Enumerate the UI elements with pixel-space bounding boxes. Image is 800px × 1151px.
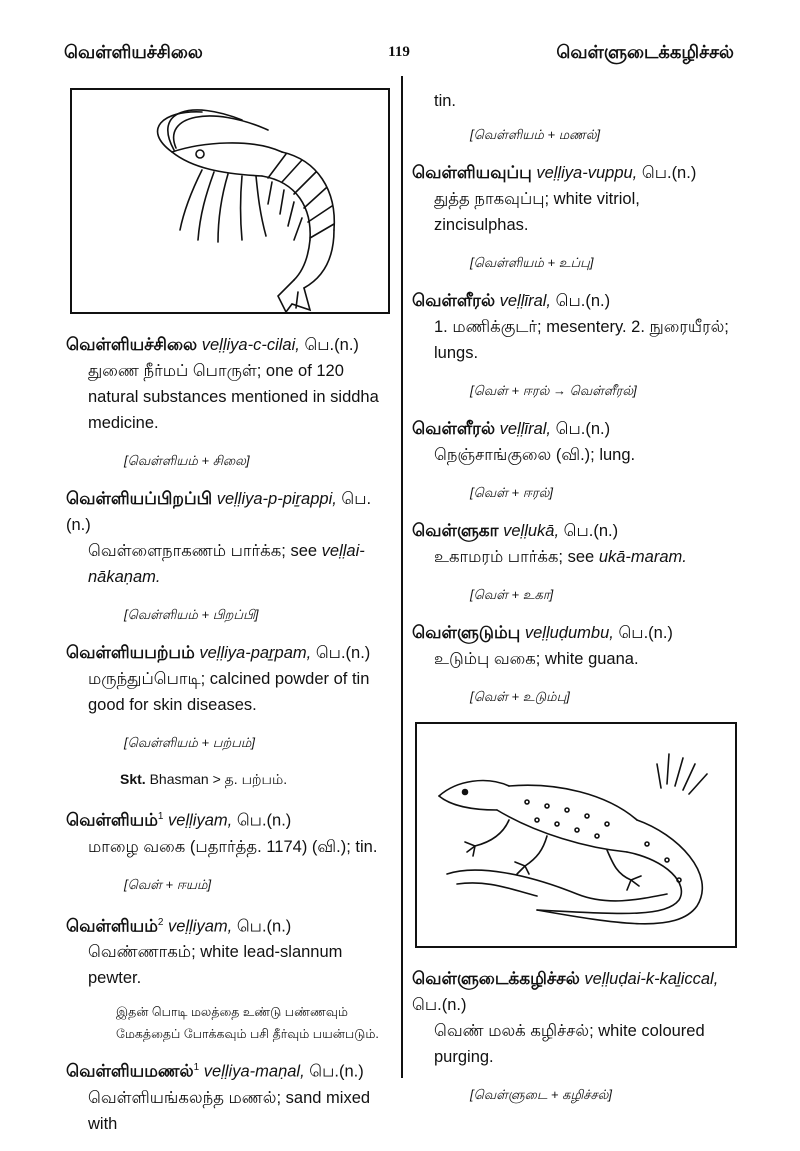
entry-headword: வெள்ளியம் — [66, 810, 158, 830]
entry-grammar: பெ.(n.) — [304, 336, 359, 354]
entry-definition: 1. மணிக்குடர்; mesentery. 2. நுரையீரல்; lungs. — [434, 318, 729, 362]
dictionary-entry — [66, 486, 388, 590]
entry-definition-wrapper — [66, 538, 388, 590]
entry-transliteration: veḷḷiya-p-piṟappi, — [216, 490, 337, 508]
entry-transliteration: veḷḷuḍai-k-kaḻiccal, — [584, 970, 719, 988]
entry-etymology: [வெள்ளியம் + பிறப்பி] — [124, 607, 259, 622]
dictionary-entry — [412, 160, 732, 238]
dictionary-entry — [412, 416, 732, 468]
entry-see-reference: veḷḷai-nākaṇam. — [88, 542, 365, 586]
entry-headword: வெள்ளியச்சிலை — [66, 335, 198, 354]
shrimp-drawing — [72, 90, 388, 312]
entry-definition: வெண்ணாகம்; white lead-slannum pewter. — [88, 943, 343, 987]
entry-grammar: பெ.(n.) — [641, 164, 697, 182]
entry-definition: துத்த நாகவுப்பு; white vitriol, zincisulphas. — [434, 190, 640, 234]
entry-etymology: [வெள்ளியம் + சிலை] — [124, 453, 250, 468]
entry-definition: வெள்ளைநாகணம் பார்க்க; see — [88, 542, 318, 560]
dictionary-entry — [412, 966, 732, 1070]
entry-grammar: பெ.(n.) — [563, 522, 619, 540]
entry-grammar: பெ.(n.) — [555, 292, 611, 310]
entry-etymology: [வெள்ளியம் + மணல்] — [470, 127, 601, 142]
dictionary-entry — [66, 1055, 388, 1137]
continued-definition: tin. — [434, 92, 457, 110]
entry-usage-note: இதன் பொடி மலத்தை உண்டு பண்ணவும் மேகத்தைப் போக்கவும் பசி தீர்வும் பயன்படும். — [116, 1005, 379, 1041]
dictionary-entry — [66, 640, 388, 718]
entry-transliteration: veḷḷīral, — [499, 292, 552, 310]
entry-grammar: பெ.(n.) — [309, 1062, 364, 1081]
entry-homonym-number: 1 — [157, 811, 164, 822]
entry-transliteration: veḷḷiyam, — [168, 811, 233, 830]
entry-grammar: பெ.(n.) — [236, 917, 292, 935]
page-header — [64, 42, 734, 72]
entry-headword: வெள்ளுகா — [412, 521, 499, 540]
page-number: 119 — [388, 44, 410, 60]
entry-grammar: பெ.(n.) — [618, 624, 673, 642]
entry-homonym-number: 1 — [193, 1062, 200, 1073]
entry-transliteration: veḷḷiya-maṇal, — [203, 1062, 305, 1081]
entry-headword: வெள்ளுடைக்கழிச்சல் — [412, 969, 580, 988]
entry-definition: மருந்துப்பொடி; calcined powder of tin good for skin diseases. — [88, 670, 370, 714]
entry-definition: நெஞ்சாங்குலை (வி.); lung. — [434, 446, 636, 464]
entry-transliteration: veḷḷiya-c-cilai, — [201, 336, 300, 354]
entry-grammar: பெ.(n.) — [555, 420, 611, 438]
entry-transliteration: veḷḷiya-vuppu, — [536, 164, 638, 182]
dictionary-entry — [412, 518, 732, 570]
entry-definition: உகாமரம் பார்க்க; see — [434, 548, 595, 566]
entry-headword: வெள்ளீரல் — [412, 291, 496, 310]
lizard-illustration — [415, 722, 737, 948]
column-divider — [401, 76, 403, 1078]
entry-headword: வெள்ளியவுப்பு — [412, 163, 532, 182]
entry-etymology: [வெள் + ஈயம்] — [124, 876, 212, 892]
entry-grammar: பெ.(n.) — [236, 811, 292, 830]
dictionary-entry — [66, 804, 388, 860]
entry-transliteration: veḷḷuḍumbu, — [524, 624, 614, 642]
left-column — [66, 88, 388, 1151]
entry-transliteration: veḷḷīral, — [499, 420, 552, 438]
entry-homonym-number: 2 — [157, 916, 164, 928]
entry-definition: வெள்ளியங்கலந்த மணல்; sand mixed with — [88, 1088, 371, 1133]
entry-grammar: பெ.(n.) — [315, 644, 371, 662]
entry-etymology: [வெள்ளியம் + பற்பம்] — [124, 735, 255, 750]
entry-headword: வெள்ளியப்பிறப்பி — [66, 489, 213, 508]
header-left-guide-word: வெள்ளியச்சிலை — [64, 42, 203, 62]
entry-see-reference: ukā-maram. — [598, 548, 687, 566]
dictionary-entry — [66, 332, 388, 436]
header-right-guide-word: வெள்ளுடைக்கழிச்சல் — [556, 42, 734, 62]
note-text: Bhasman > த. பற்பம். — [149, 771, 288, 787]
entry-etymology: [வெள் + ஈரல்] — [470, 485, 554, 500]
shrimp-illustration — [70, 88, 390, 314]
entry-headword: வெள்ளியமணல் — [66, 1061, 194, 1081]
entry-definition: மாழை வகை (பதார்த்த. 1174) (வி.); tin. — [88, 837, 378, 856]
dictionary-entry — [412, 288, 732, 366]
entry-transliteration: veḷḷukā, — [503, 522, 560, 540]
entry-headword: வெள்ளீரல் — [412, 419, 496, 438]
right-column — [412, 88, 732, 1120]
entry-definition: உடும்பு வகை; white guana. — [434, 650, 639, 668]
dictionary-entry — [412, 620, 732, 672]
entry-definition: துணை நீர்மப் பொருள்; one of 120 natural substances mentioned in siddha medicine. — [88, 362, 379, 432]
entry-headword: வெள்ளுடும்பு — [412, 623, 521, 642]
entry-etymology: [வெள் + உடும்பு] — [470, 689, 570, 704]
entry-definition: வெண் மலக் கழிச்சல்; white coloured purging. — [434, 1022, 705, 1066]
entry-transliteration: veḷḷiya-paṟpam, — [199, 644, 312, 662]
entry-transliteration: veḷḷiyam, — [168, 917, 233, 935]
entry-etymology: [வெள்ளியம் + உப்பு] — [470, 255, 594, 270]
entry-headword: வெள்ளியம் — [66, 916, 158, 935]
entry-etymology: [வெள் + ஈரல் → வெள்ளீரல்] — [470, 383, 637, 398]
entry-grammar: பெ.(n.) — [66, 490, 372, 534]
entry-note — [66, 768, 388, 790]
entry-grammar: பெ.(n.) — [412, 996, 467, 1014]
entry-headword: வெள்ளியபற்பம் — [66, 643, 195, 662]
note-label: Skt. — [120, 771, 146, 787]
lizard-drawing — [417, 724, 735, 946]
entry-definition-wrapper — [412, 544, 732, 570]
dictionary-entry — [66, 910, 388, 992]
entry-etymology: [வெள்ளுடை + கழிச்சல்] — [470, 1087, 613, 1102]
entry-etymology: [வெள் + உகா] — [470, 587, 554, 602]
